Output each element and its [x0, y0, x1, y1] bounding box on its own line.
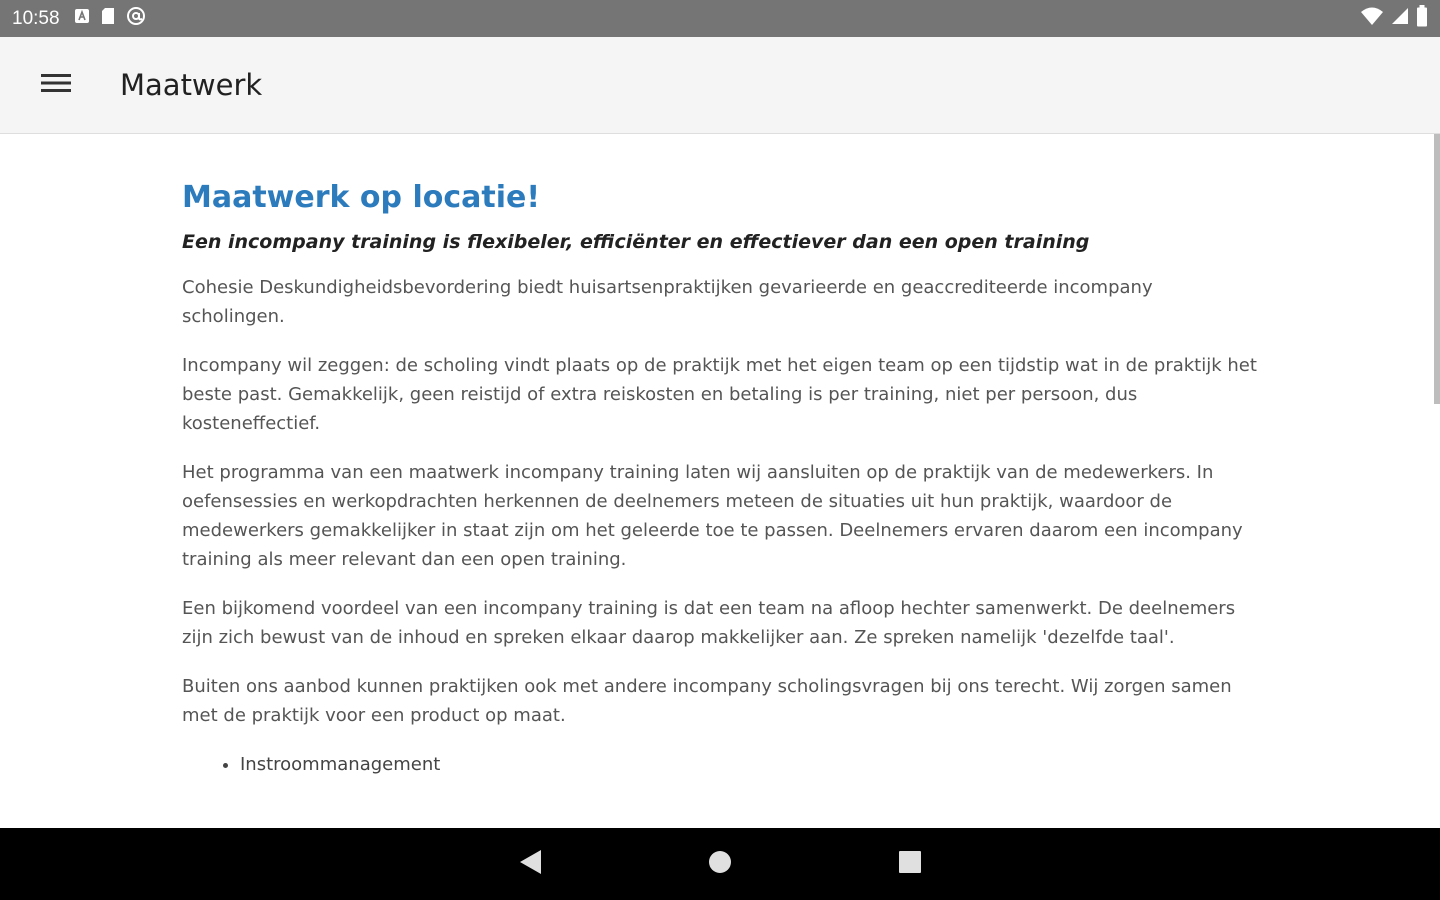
article-paragraph: Een bijkomend voordeel van een incompany training is dat een team na afloop hechter samenwerkt. De deelnemers zijn zich bewust van de inhoud en spreken elkaar daarop makkelijker aan. Ze spreken namelijk 'dezelfde taal'.	[182, 598, 1236, 648]
navigation-bar	[0, 828, 1440, 900]
article-paragraph: Het programma van een maatwerk incompany training laten wij aansluiten op de praktijk van de medewerkers. In oefensessies en werkopdrachten herkennen de deelnemers meteen de situaties uit hun praktijk, waardoor de medewerkers gemakkelijker in staat zijn om het geleerde toe te passen. Deelnemers ervaren daarom een incompany training als meer relevant dan een open training.	[182, 462, 1243, 570]
article-paragraph: Cohesie Deskundigheidsbevordering biedt huisartsenpraktijken gevarieerde en geaccrediteerde incompany scholingen.	[182, 277, 1153, 327]
home-circle-icon	[707, 849, 733, 880]
article-lead: Een incompany training is flexibeler, efficiënter en effectiever dan een open training	[182, 231, 1090, 253]
scrollbar[interactable]	[1434, 134, 1440, 404]
sd-card-icon	[100, 7, 116, 30]
back-triangle-icon	[517, 848, 543, 881]
signal-icon	[1390, 6, 1410, 31]
article-paragraph: Buiten ons aanbod kunnen praktijken ook met andere incompany scholingsvragen bij ons terecht. Wij zorgen samen met de praktijk voor een product op maat.	[182, 676, 1232, 726]
article-paragraph: Incompany wil zeggen: de scholing vindt plaats op de praktijk met het eigen team op een tijdstip wat in de praktijk het beste past. Gemakkelijk, geen reistijd of extra reiskosten en betaling is per training, niet per persoon, dus kosteneffectief.	[182, 355, 1257, 434]
app-bar	[0, 37, 1440, 134]
back-button[interactable]	[510, 844, 550, 884]
article-heading: Maatwerk op locatie!	[182, 180, 541, 215]
wifi-icon	[1360, 6, 1384, 31]
app-title: Maatwerk	[120, 68, 263, 102]
at-sign-icon	[126, 6, 146, 31]
menu-button[interactable]	[26, 55, 86, 115]
content-scroll-area[interactable]	[0, 134, 1440, 828]
article	[182, 180, 1257, 779]
article-list	[182, 750, 1257, 779]
recents-button[interactable]	[890, 844, 930, 884]
recents-square-icon	[898, 850, 922, 879]
status-icons-right	[1360, 5, 1428, 32]
status-bar	[0, 0, 1440, 37]
battery-icon	[1416, 5, 1428, 32]
list-item: • Instroommanagement	[240, 750, 1257, 779]
hamburger-menu-icon	[40, 72, 72, 99]
status-icons-left	[74, 6, 146, 31]
status-time: 10:58	[12, 7, 60, 29]
a-notification-icon	[74, 8, 90, 29]
home-button[interactable]	[700, 844, 740, 884]
